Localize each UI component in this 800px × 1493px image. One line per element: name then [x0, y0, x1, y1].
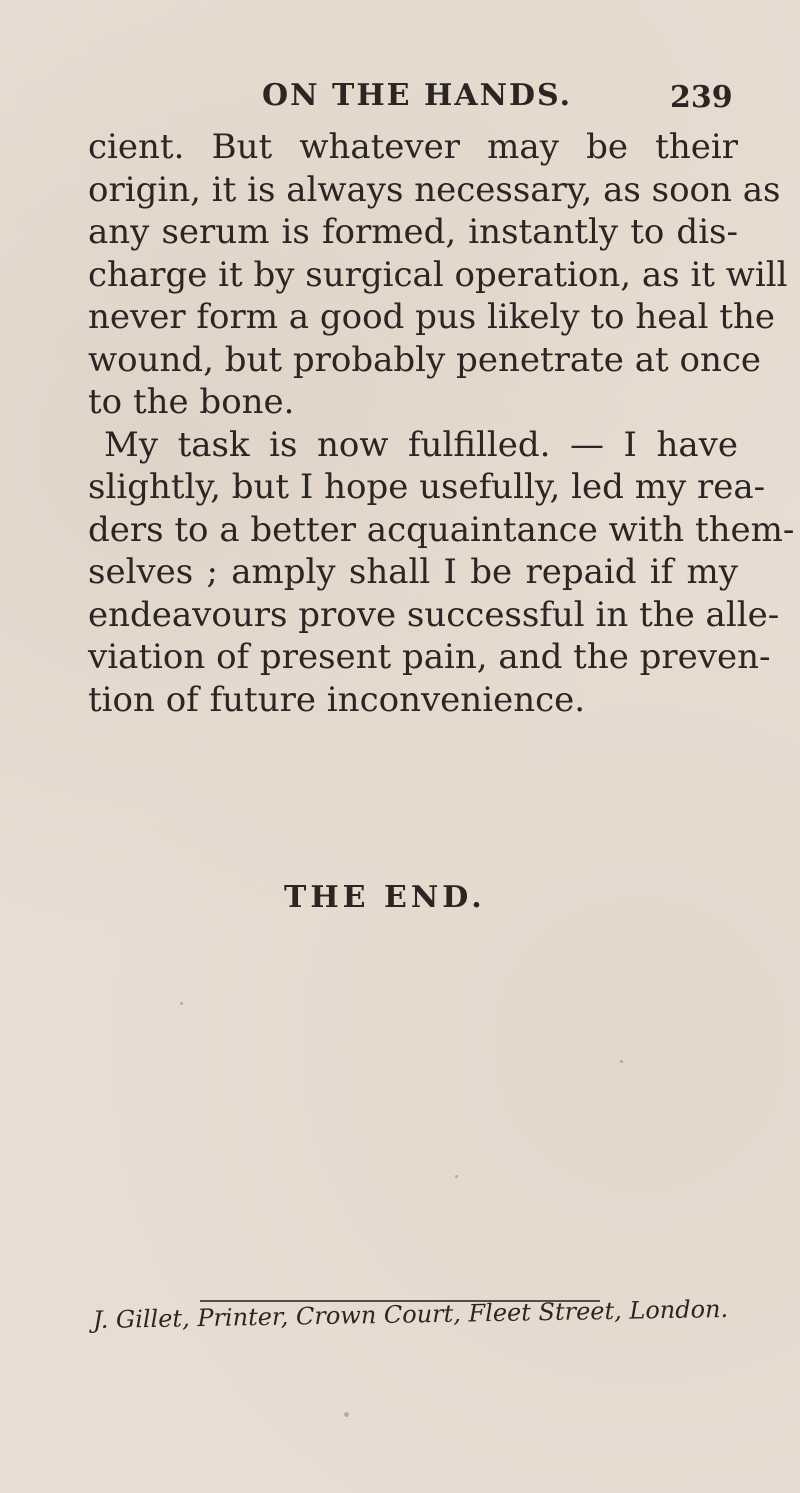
body-text [88, 126, 795, 721]
text-line: cient. But whatever may be their [88, 127, 738, 167]
text-line: viation of present pain, and the preven- [88, 637, 771, 677]
text-line: slightly, but I hope usefully, led my rea- [88, 467, 766, 507]
the-end-heading: THE END. [284, 880, 486, 915]
paper-speck [455, 1175, 458, 1178]
page-number: 239 [670, 80, 733, 115]
running-title: ON THE HANDS. [262, 78, 573, 113]
paper-speck [344, 1412, 349, 1417]
paper-speck [180, 1002, 183, 1005]
text-line: any serum is formed, instantly to dis- [88, 212, 738, 252]
text-line: never form a good pus likely to heal the [88, 297, 775, 337]
printer-imprint: J. Gillet, Printer, Crown Court, Fleet Street, London. [92, 1294, 729, 1334]
paragraph-start-line: My task is now fulfilled. — I have [104, 424, 738, 465]
paragraph-end-line: to the bone. [88, 382, 295, 422]
text-line: endeavours prove successful in the alle- [88, 594, 780, 635]
text-line: origin, it is always necessary, as soon as [88, 169, 781, 210]
text-line: selves ; amply shall I be repaid if my [88, 552, 738, 592]
running-head [0, 78, 800, 118]
text-line: charge it by surgical operation, as it will [88, 254, 788, 295]
paper-speck [620, 1060, 623, 1063]
text-line: ders to a better acquaintance with them- [88, 509, 795, 550]
paragraph-end-line: tion of future inconvenience. [88, 679, 586, 720]
text-line: wound, but probably penetrate at once [88, 339, 762, 380]
